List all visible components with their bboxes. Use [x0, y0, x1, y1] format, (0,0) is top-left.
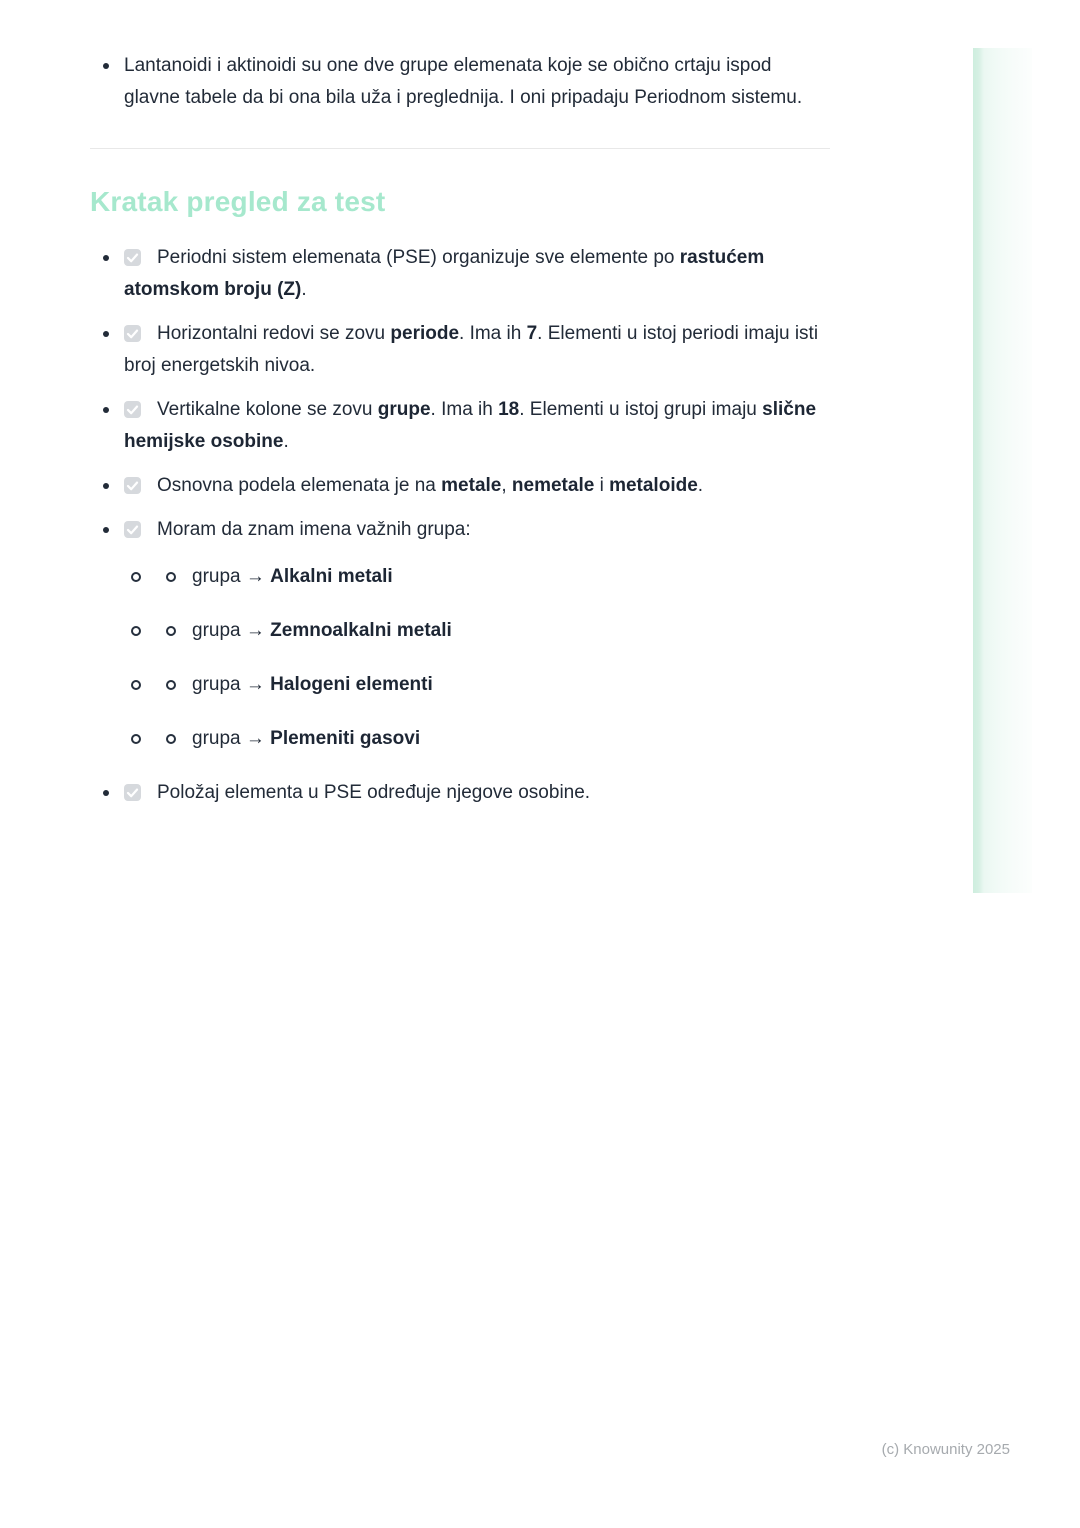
footer-copyright: (c) Knowunity 2025 [881, 1441, 1010, 1458]
circle-bullet-icon [166, 680, 176, 690]
checkbox-checked-icon [124, 521, 141, 538]
group-list-item [124, 723, 830, 755]
checklist-item-text: Horizontalni redovi se zovu periode. Ima ih 7. Elementi u istoj periodi imaju isti broj energetskih nivoa. [124, 323, 819, 376]
checklist [90, 242, 830, 809]
group-list [124, 561, 830, 755]
group-item-text: grupa → Alkalni metali [192, 566, 393, 587]
checkbox-checked-icon [124, 249, 141, 266]
intro-bullet-text: Lantanoidi i aktinoidi su one dve grupe elemenata koje se obično crtaju ispod glavne tabele da bi ona bila uža i preglednija. I oni pripadaju Periodnom sistemu. [124, 55, 803, 108]
intro-bullet-item [90, 50, 830, 114]
circle-bullet-icon [131, 626, 141, 636]
group-item-text: grupa → Halogeni elementi [192, 674, 433, 695]
checklist-item [90, 242, 830, 306]
group-list-item [124, 615, 830, 647]
circle-bullet-icon [131, 572, 141, 582]
circle-bullet-icon [166, 572, 176, 582]
checklist-item-text: Osnovna podela elemenata je na metale, nemetale i metaloide. [157, 475, 704, 496]
checklist-item [90, 470, 830, 502]
checkbox-checked-icon [124, 784, 141, 801]
accent-bar [973, 48, 1032, 893]
circle-bullet-icon [131, 734, 141, 744]
section-divider [90, 148, 830, 149]
checklist-item [90, 318, 830, 382]
circle-bullet-icon [166, 734, 176, 744]
checklist-item [90, 514, 830, 755]
checklist-item-text: Vertikalne kolone se zovu grupe. Ima ih 18. Elementi u istoj grupi imaju slične hemijske osobine. [124, 399, 817, 452]
group-item-text: grupa → Plemeniti gasovi [192, 728, 421, 749]
checkbox-checked-icon [124, 325, 141, 342]
checklist-item-text: Moram da znam imena važnih grupa: [157, 519, 471, 540]
group-list-item [124, 561, 830, 593]
checkbox-checked-icon [124, 401, 141, 418]
checklist-item [90, 394, 830, 458]
checklist-item-text: Položaj elementa u PSE određuje njegove osobine. [157, 782, 591, 803]
checklist-item-text: Periodni sistem elemenata (PSE) organizuje sve elemente po rastućem atomskom broju (Z). [124, 247, 765, 300]
section-title: Kratak pregled za test [90, 186, 386, 217]
circle-bullet-icon [131, 680, 141, 690]
group-item-text: grupa → Zemnoalkalni metali [192, 620, 452, 641]
page-content [90, 50, 830, 821]
checkbox-checked-icon [124, 477, 141, 494]
checklist-item [90, 777, 830, 809]
group-list-item [124, 669, 830, 701]
circle-bullet-icon [166, 626, 176, 636]
